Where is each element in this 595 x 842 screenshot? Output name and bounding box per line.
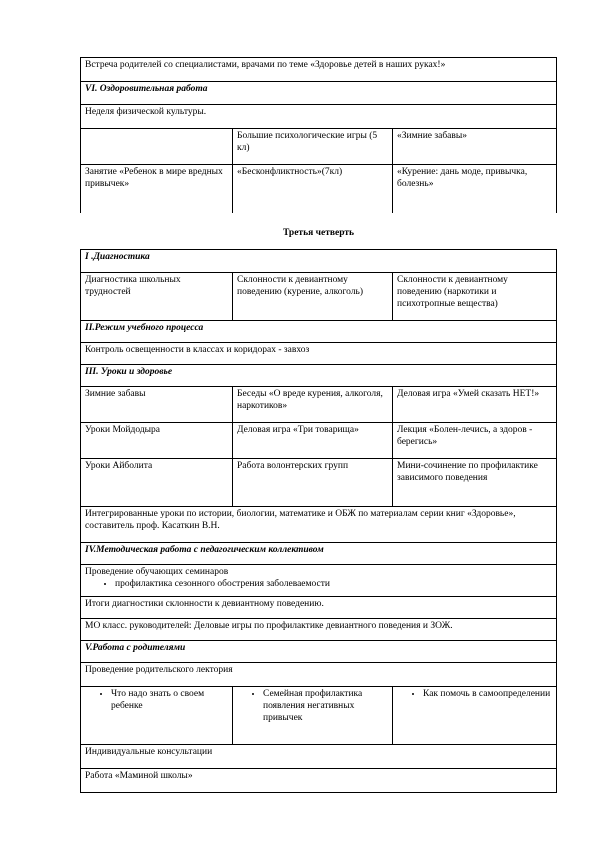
- table-row: [81, 769, 557, 793]
- meeting-row: Встреча родителей со специалистами, врачами по теме «Здоровье детей в наших руках!»: [81, 58, 557, 82]
- table-cell: Деловая игра «Три товарища»: [233, 423, 393, 459]
- section-heading-diagnostics: I .Диагностика: [81, 250, 557, 273]
- table-cell: Деловая игра «Умей сказать НЕТ!»: [393, 387, 557, 423]
- table-cell: Беседы «О вреде курения, алкоголя, наркотиков»: [233, 387, 393, 423]
- table-cell: Уроки Айболита: [81, 459, 233, 507]
- plan-table: [80, 57, 557, 793]
- table-row: [81, 365, 557, 387]
- table-cell: Уроки Мойдодыра: [81, 423, 233, 459]
- table-row: [81, 273, 557, 321]
- table-row: [81, 129, 557, 165]
- pe-week-row: Неделя физической культуры.: [81, 105, 557, 129]
- table-row: [81, 507, 557, 543]
- table-cell: [81, 687, 233, 745]
- table-cell: Диагностика школьных трудностей: [81, 273, 233, 321]
- integrated-lessons-row: Интегрированные уроки по истории, биологии, математике и ОБЖ по материалам серии книг «Здоровье», составитель проф. Касаткин В.Н.: [81, 507, 557, 543]
- table-cell: [233, 687, 393, 745]
- lectorium-row: Проведение родительского лектория: [81, 663, 557, 687]
- table-row: [81, 387, 557, 423]
- table-cell: Зимние забавы: [81, 387, 233, 423]
- table-row: [81, 459, 557, 507]
- table-cell: Склонности к девиантному поведению (наркотики и психотропные вещества): [393, 273, 557, 321]
- table-cell: Склонности к девиантному поведению (курение, алкоголь): [233, 273, 393, 321]
- table-cell: «Зимние забавы»: [393, 129, 557, 165]
- table-cell: Занятие «Ребенок в мире вредных привычек»: [81, 165, 233, 214]
- table-row: [81, 423, 557, 459]
- section-heading-methodical: IV.Методическая работа с педагогическим коллективом: [81, 543, 557, 565]
- list-item: • Что надо знать о своем ребенке: [111, 688, 228, 712]
- table-row: [81, 105, 557, 129]
- table-cell: Большие психологические игры (5 кл): [233, 129, 393, 165]
- table-row: [81, 565, 557, 597]
- table-row: [81, 165, 557, 214]
- mother-school-row: Работа «Маминой школы»: [81, 769, 557, 793]
- table-row: [81, 597, 557, 619]
- table-row: [81, 213, 557, 250]
- table-cell: Лекция «Болен-лечись, а здоров - берегись»: [393, 423, 557, 459]
- mo-row: МО класс. руководителей: Деловые игры по профилактике девиантного поведения и ЗОЖ.: [81, 619, 557, 641]
- seminars-title: Проведение обучающих семинаров: [85, 567, 229, 577]
- table-row: [81, 343, 557, 365]
- table-cell: Мини-сочинение по профилактике зависимого поведения: [393, 459, 557, 507]
- table-row: [81, 58, 557, 82]
- table-row: [81, 641, 557, 663]
- individual-consultations-row: Индивидуальные консультации: [81, 745, 557, 769]
- diagnostics-results-row: Итоги диагностики склонности к девиантному поведению.: [81, 597, 557, 619]
- seminars-list: [85, 578, 552, 590]
- table-row: [81, 543, 557, 565]
- section-heading-lessons: III. Уроки и здоровье: [81, 365, 557, 387]
- quarter-title: Третья четверть: [81, 213, 557, 250]
- document-table-container: [80, 57, 556, 793]
- lighting-control-row: Контроль освещенности в классах и коридорах - завхоз: [81, 343, 557, 365]
- table-cell: Работа волонтерских групп: [233, 459, 393, 507]
- list-item: • профилактика сезонного обострения заболеваемости: [115, 578, 552, 590]
- seminars-row: [81, 565, 557, 597]
- table-cell: «Бесконфликтность»(7кл): [233, 165, 393, 214]
- section-heading-regime: II.Режим учебного процесса: [81, 321, 557, 343]
- table-cell: «Курение: дань моде, привычка, болезнь»: [393, 165, 557, 214]
- table-cell: [393, 687, 557, 745]
- list-item: • Как помочь в самоопределении: [423, 688, 552, 700]
- table-row: [81, 321, 557, 343]
- section-heading-health: VI. Оздоровительная работа: [81, 82, 557, 105]
- table-row: [81, 619, 557, 641]
- list-item: • Семейная профилактика появления негативных привычек: [263, 688, 388, 724]
- table-row: [81, 745, 557, 769]
- section-heading-parents: V.Работа с родителями: [81, 641, 557, 663]
- table-row: [81, 82, 557, 105]
- table-row: [81, 687, 557, 745]
- table-cell: [81, 129, 233, 165]
- table-row: [81, 250, 557, 273]
- table-row: [81, 663, 557, 687]
